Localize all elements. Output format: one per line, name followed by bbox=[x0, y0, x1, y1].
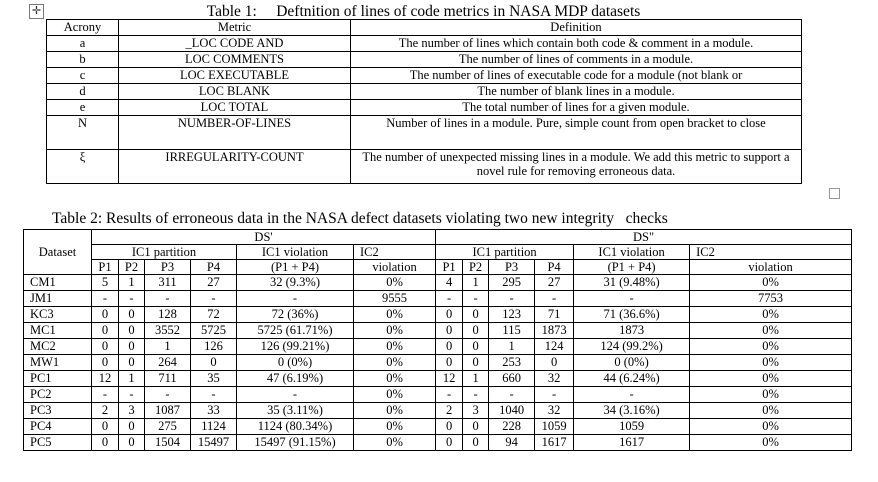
table2-cell-ds1-p3: 264 bbox=[145, 355, 191, 371]
table1-caption: Table 1: Deftnition of lines of code metrics in NASA MDP datasets bbox=[206, 3, 641, 20]
table2-row bbox=[24, 371, 852, 387]
table2-header-ic2-sub-2: violation bbox=[690, 260, 852, 275]
table2-header-ic1-violation-2: IC1 violation bbox=[574, 245, 690, 260]
table1-row bbox=[47, 100, 802, 116]
table2-cell-ds2-p3: - bbox=[489, 387, 535, 403]
table2-cell-ds2-p1: - bbox=[436, 291, 463, 307]
table2-cell-ds2-p2: 1 bbox=[463, 371, 489, 387]
table2-cell-ds1-p4: 33 bbox=[191, 403, 237, 419]
table2-cell-ds2-p3: - bbox=[489, 291, 535, 307]
table1-row bbox=[47, 52, 802, 68]
table2-cell-dataset: MC1 bbox=[24, 323, 92, 339]
table2-header-p4: P4 bbox=[191, 260, 237, 275]
table2-header-row-1 bbox=[24, 230, 852, 245]
table2-cell-ds2-ic2-violation: 0% bbox=[690, 403, 852, 419]
table2-row bbox=[24, 403, 852, 419]
table2-cell-ds2-p2: 0 bbox=[463, 307, 489, 323]
table2-cell-ds1-p3: - bbox=[145, 387, 191, 403]
table2-cell-ds2-ic2-violation: 7753 bbox=[690, 291, 852, 307]
table2-header-ic1-violation-sub: (P1 + P4) bbox=[237, 260, 354, 275]
table2-cell-dataset: JM1 bbox=[24, 291, 92, 307]
table2-header-ds1: DS' bbox=[92, 230, 436, 245]
table2-cell-ds1-p2: - bbox=[119, 387, 145, 403]
table2-cell-ds2-ic1-violation: - bbox=[574, 291, 690, 307]
table2-cell-ds1-ic1-violation: 32 (9.3%) bbox=[237, 275, 354, 291]
table1-cell-definition: The number of lines of comments in a module. bbox=[351, 52, 802, 68]
table1-cell-acronym: c bbox=[47, 68, 119, 84]
table2-cell-ds1-p4: 27 bbox=[191, 275, 237, 291]
table2-cell-ds2-p1: 0 bbox=[436, 435, 463, 451]
table2-cell-ds1-ic2-violation: 0% bbox=[354, 387, 436, 403]
table2-cell-ds1-ic1-violation: - bbox=[237, 291, 354, 307]
table2-header-p2: P2 bbox=[119, 260, 145, 275]
table2-cell-ds2-p3: 94 bbox=[489, 435, 535, 451]
table2-cell-ds1-ic2-violation: 9555 bbox=[354, 291, 436, 307]
table2-cell-ds2-ic1-violation: 71 (36.6%) bbox=[574, 307, 690, 323]
table2-header-ds2: DS" bbox=[436, 230, 852, 245]
table2-cell-ds1-ic1-violation: - bbox=[237, 387, 354, 403]
table2-cell-ds1-ic1-violation: 72 (36%) bbox=[237, 307, 354, 323]
table2-row bbox=[24, 355, 852, 371]
table2-cell-ds1-p3: 1 bbox=[145, 339, 191, 355]
table1-row bbox=[47, 36, 802, 52]
table2-cell-dataset: PC1 bbox=[24, 371, 92, 387]
table2-cell-dataset: CM1 bbox=[24, 275, 92, 291]
table2-cell-ds1-p4: 126 bbox=[191, 339, 237, 355]
table2-cell-ds2-ic1-violation: 31 (9.48%) bbox=[574, 275, 690, 291]
table1-cell-definition: The total number of lines for a given module. bbox=[351, 100, 802, 116]
table2-cell-ds2-ic1-violation: 124 (99.2%) bbox=[574, 339, 690, 355]
table2-cell-ds1-ic2-violation: 0% bbox=[354, 339, 436, 355]
table2-cell-ds1-p2: 0 bbox=[119, 339, 145, 355]
table2-cell-ds1-ic1-violation: 1124 (80.34%) bbox=[237, 419, 354, 435]
table2-header-ic2-2: IC2 bbox=[690, 245, 852, 260]
table2-cell-ds2-p3: 295 bbox=[489, 275, 535, 291]
table2-cell-ds1-p3: 275 bbox=[145, 419, 191, 435]
table2-cell-ds1-p2: 0 bbox=[119, 419, 145, 435]
table2-cell-ds2-ic1-violation: 1617 bbox=[574, 435, 690, 451]
table1-cell-metric: LOC BLANK bbox=[119, 84, 351, 100]
table2-cell-ds1-ic1-violation: 0 (0%) bbox=[237, 355, 354, 371]
table2-header-p3: P3 bbox=[145, 260, 191, 275]
table2-header-p1-2: P1 bbox=[436, 260, 463, 275]
table2-cell-ds2-p4: 0 bbox=[535, 355, 574, 371]
table2-cell-ds2-ic2-violation: 0% bbox=[690, 387, 852, 403]
table2-cell-ds2-p4: 124 bbox=[535, 339, 574, 355]
table2-cell-ds1-p1: 0 bbox=[92, 435, 119, 451]
table-move-handle-icon[interactable]: ✛ bbox=[29, 4, 44, 19]
table2-cell-ds2-p4: 32 bbox=[535, 403, 574, 419]
table2-cell-ds1-p1: 5 bbox=[92, 275, 119, 291]
table1-cell-acronym: b bbox=[47, 52, 119, 68]
table2-header-ic2-sub: violation bbox=[354, 260, 436, 275]
table2-cell-ds1-p2: - bbox=[119, 291, 145, 307]
table2-cell-ds2-ic2-violation: 0% bbox=[690, 371, 852, 387]
table2-row bbox=[24, 275, 852, 291]
table2-cell-ds2-p4: 32 bbox=[535, 371, 574, 387]
table2-header-p4-2: P4 bbox=[535, 260, 574, 275]
table1-header-acronym: Acrony bbox=[47, 20, 119, 36]
table-resize-handle-icon[interactable] bbox=[829, 188, 840, 199]
table2-cell-ds1-p4: - bbox=[191, 387, 237, 403]
table1-cell-definition: The number of unexpected missing lines in a module. We add this metric to support a novel rule for removing erroneous data. bbox=[351, 150, 802, 184]
table2-cell-ds1-ic1-violation: 35 (3.11%) bbox=[237, 403, 354, 419]
table2-cell-ds1-p4: - bbox=[191, 291, 237, 307]
table2-cell-dataset: PC2 bbox=[24, 387, 92, 403]
table2-cell-ds2-ic2-violation: 0% bbox=[690, 307, 852, 323]
table2-row bbox=[24, 323, 852, 339]
table2-cell-ds1-p4: 0 bbox=[191, 355, 237, 371]
table2-cell-ds1-p3: 311 bbox=[145, 275, 191, 291]
table2-cell-ds2-p4: 71 bbox=[535, 307, 574, 323]
table2-cell-ds2-ic2-violation: 0% bbox=[690, 355, 852, 371]
table2-cell-ds2-p2: 3 bbox=[463, 403, 489, 419]
table2-cell-ds1-p1: 2 bbox=[92, 403, 119, 419]
table2-cell-ds1-p2: 0 bbox=[119, 435, 145, 451]
table2-cell-ds2-ic1-violation: 44 (6.24%) bbox=[574, 371, 690, 387]
table1-cell-definition: Number of lines in a module. Pure, simple count from open bracket to close bbox=[351, 116, 802, 150]
table2-cell-ds1-p2: 0 bbox=[119, 323, 145, 339]
table2-cell-ds2-p2: - bbox=[463, 387, 489, 403]
table2-cell-ds2-ic1-violation: 1873 bbox=[574, 323, 690, 339]
table2-cell-ds1-ic1-violation: 47 (6.19%) bbox=[237, 371, 354, 387]
table2-cell-ds2-p1: 0 bbox=[436, 323, 463, 339]
table2-cell-ds2-p3: 123 bbox=[489, 307, 535, 323]
table2-cell-ds1-p1: - bbox=[92, 387, 119, 403]
table2 bbox=[23, 229, 852, 451]
table1-cell-acronym: a bbox=[47, 36, 119, 52]
table2-cell-ds1-p1: 0 bbox=[92, 339, 119, 355]
table2-row bbox=[24, 387, 852, 403]
table2-cell-ds2-p3: 660 bbox=[489, 371, 535, 387]
table2-cell-ds1-p1: 0 bbox=[92, 355, 119, 371]
table1-cell-metric: LOC COMMENTS bbox=[119, 52, 351, 68]
table1-cell-definition: The number of blank lines in a module. bbox=[351, 84, 802, 100]
table2-cell-ds2-ic2-violation: 0% bbox=[690, 419, 852, 435]
table2-cell-ds1-ic2-violation: 0% bbox=[354, 307, 436, 323]
table1-header-row bbox=[47, 20, 802, 36]
table1-cell-metric: LOC EXECUTABLE bbox=[119, 68, 351, 84]
table2-cell-ds1-p2: 1 bbox=[119, 275, 145, 291]
table2-cell-ds2-p1: 4 bbox=[436, 275, 463, 291]
table2-cell-ds1-p1: 0 bbox=[92, 323, 119, 339]
table2-cell-ds2-p2: 0 bbox=[463, 339, 489, 355]
table2-cell-ds2-p2: - bbox=[463, 291, 489, 307]
table2-cell-ds1-p2: 0 bbox=[119, 355, 145, 371]
table2-cell-ds2-p1: 0 bbox=[436, 419, 463, 435]
table2-cell-ds1-ic1-violation: 15497 (91.15%) bbox=[237, 435, 354, 451]
table2-cell-ds2-ic2-violation: 0% bbox=[690, 275, 852, 291]
table2-cell-ds1-p1: 12 bbox=[92, 371, 119, 387]
table2-cell-ds1-p3: 128 bbox=[145, 307, 191, 323]
table2-cell-ds2-p1: 2 bbox=[436, 403, 463, 419]
table2-cell-ds1-p1: - bbox=[92, 291, 119, 307]
table2-cell-ds2-p3: 1040 bbox=[489, 403, 535, 419]
table2-cell-ds1-p2: 0 bbox=[119, 307, 145, 323]
table2-header-ic1-violation: IC1 violation bbox=[237, 245, 354, 260]
table2-header-ic1-partition: IC1 partition bbox=[92, 245, 237, 260]
table2-cell-ds1-p4: 72 bbox=[191, 307, 237, 323]
table2-cell-dataset: PC3 bbox=[24, 403, 92, 419]
table2-cell-ds2-p2: 0 bbox=[463, 435, 489, 451]
table2-cell-ds2-p3: 115 bbox=[489, 323, 535, 339]
table1-cell-acronym: d bbox=[47, 84, 119, 100]
table1-row bbox=[47, 68, 802, 84]
table2-cell-ds1-p1: 0 bbox=[92, 419, 119, 435]
table2-cell-ds2-p1: 0 bbox=[436, 307, 463, 323]
table2-cell-ds1-ic1-violation: 5725 (61.71%) bbox=[237, 323, 354, 339]
table2-cell-dataset: MW1 bbox=[24, 355, 92, 371]
table2-cell-ds2-p4: - bbox=[535, 291, 574, 307]
table2-cell-dataset: PC4 bbox=[24, 419, 92, 435]
table1-row bbox=[47, 84, 802, 100]
table1-cell-acronym: ξ bbox=[47, 150, 119, 184]
table2-header-ic1-partition-2: IC1 partition bbox=[436, 245, 574, 260]
table2-row bbox=[24, 419, 852, 435]
table2-cell-ds2-p2: 0 bbox=[463, 323, 489, 339]
table2-cell-ds1-p3: - bbox=[145, 291, 191, 307]
table1-cell-metric: NUMBER-OF-LINES bbox=[119, 116, 351, 150]
table2-header-p3-2: P3 bbox=[489, 260, 535, 275]
table2-cell-ds2-ic2-violation: 0% bbox=[690, 435, 852, 451]
table2-cell-ds2-p4: 1059 bbox=[535, 419, 574, 435]
table2-cell-ds1-p3: 711 bbox=[145, 371, 191, 387]
table2-header-row-3 bbox=[24, 260, 852, 275]
table1-cell-metric: IRREGULARITY-COUNT bbox=[119, 150, 351, 184]
table2-row bbox=[24, 339, 852, 355]
table1-row bbox=[47, 150, 802, 184]
table2-cell-ds2-ic1-violation: 34 (3.16%) bbox=[574, 403, 690, 419]
table2-cell-ds1-ic2-violation: 0% bbox=[354, 355, 436, 371]
table2-cell-ds2-p4: 1617 bbox=[535, 435, 574, 451]
table2-cell-ds1-p2: 3 bbox=[119, 403, 145, 419]
table2-cell-ds2-p1: 0 bbox=[436, 339, 463, 355]
table2-cell-ds2-p3: 1 bbox=[489, 339, 535, 355]
table1 bbox=[46, 19, 802, 184]
table2-cell-ds2-p3: 228 bbox=[489, 419, 535, 435]
table1-cell-definition: The number of lines of executable code for a module (not blank or bbox=[351, 68, 802, 84]
table2-header-row-2 bbox=[24, 245, 852, 260]
table2-cell-ds2-ic2-violation: 0% bbox=[690, 339, 852, 355]
table2-cell-dataset: MC2 bbox=[24, 339, 92, 355]
table2-row bbox=[24, 435, 852, 451]
table2-cell-ds1-p4: 5725 bbox=[191, 323, 237, 339]
table2-cell-ds1-ic2-violation: 0% bbox=[354, 275, 436, 291]
table2-cell-ds1-p4: 35 bbox=[191, 371, 237, 387]
table1-cell-metric: _LOC CODE AND bbox=[119, 36, 351, 52]
table2-header-p1: P1 bbox=[92, 260, 119, 275]
table2-cell-ds1-ic2-violation: 0% bbox=[354, 435, 436, 451]
table1-header-metric: Metric bbox=[119, 20, 351, 36]
table1-cell-metric: LOC TOTAL bbox=[119, 100, 351, 116]
table1-row bbox=[47, 116, 802, 150]
table2-header-ic2: IC2 bbox=[354, 245, 436, 260]
table2-row bbox=[24, 307, 852, 323]
table1-cell-acronym: N bbox=[47, 116, 119, 150]
table2-cell-ds1-p1: 0 bbox=[92, 307, 119, 323]
table2-cell-ds2-p1: - bbox=[436, 387, 463, 403]
table2-cell-ds1-p3: 3552 bbox=[145, 323, 191, 339]
table1-cell-definition: The number of lines which contain both code & comment in a module. bbox=[351, 36, 802, 52]
table2-cell-ds2-p1: 0 bbox=[436, 355, 463, 371]
table2-cell-ds2-ic1-violation: 0 (0%) bbox=[574, 355, 690, 371]
table2-cell-ds2-p1: 12 bbox=[436, 371, 463, 387]
table2-caption: Table 2: Results of erroneous data in the NASA defect datasets violating two new integrity checks bbox=[52, 210, 668, 227]
table2-cell-ds2-p4: - bbox=[535, 387, 574, 403]
table2-cell-ds1-ic1-violation: 126 (99.21%) bbox=[237, 339, 354, 355]
table2-cell-ds2-p3: 253 bbox=[489, 355, 535, 371]
table2-cell-ds2-p2: 1 bbox=[463, 275, 489, 291]
table2-header-ic1-violation-sub-2: (P1 + P4) bbox=[574, 260, 690, 275]
table2-cell-ds1-ic2-violation: 0% bbox=[354, 323, 436, 339]
table2-cell-ds1-ic2-violation: 0% bbox=[354, 371, 436, 387]
table2-cell-ds2-p2: 0 bbox=[463, 355, 489, 371]
table2-header-p2-2: P2 bbox=[463, 260, 489, 275]
table2-cell-ds2-ic1-violation: 1059 bbox=[574, 419, 690, 435]
table2-cell-ds2-ic1-violation: - bbox=[574, 387, 690, 403]
table2-cell-ds1-p3: 1504 bbox=[145, 435, 191, 451]
table1-header-definition: Definition bbox=[351, 20, 802, 36]
table1-cell-acronym: e bbox=[47, 100, 119, 116]
table2-cell-ds1-ic2-violation: 0% bbox=[354, 403, 436, 419]
table2-cell-dataset: KC3 bbox=[24, 307, 92, 323]
table2-cell-ds1-p3: 1087 bbox=[145, 403, 191, 419]
table2-cell-ds1-p4: 15497 bbox=[191, 435, 237, 451]
table2-cell-ds2-p4: 27 bbox=[535, 275, 574, 291]
table2-cell-ds1-p4: 1124 bbox=[191, 419, 237, 435]
table2-cell-ds2-p2: 0 bbox=[463, 419, 489, 435]
table2-row bbox=[24, 291, 852, 307]
table2-cell-ds1-ic2-violation: 0% bbox=[354, 419, 436, 435]
table2-cell-ds2-p4: 1873 bbox=[535, 323, 574, 339]
table2-cell-ds1-p2: 1 bbox=[119, 371, 145, 387]
table2-header-dataset: Dataset bbox=[24, 230, 92, 275]
table2-cell-ds2-ic2-violation: 0% bbox=[690, 323, 852, 339]
table2-cell-dataset: PC5 bbox=[24, 435, 92, 451]
